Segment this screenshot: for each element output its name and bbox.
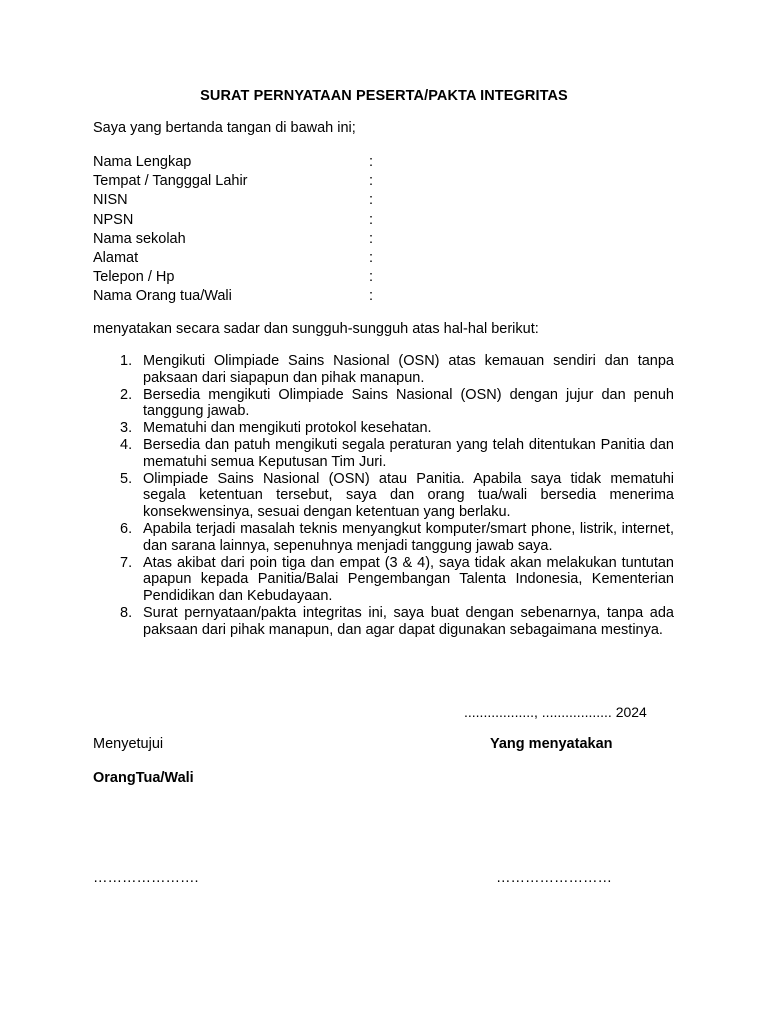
field-label: NPSN [93,211,134,228]
list-item [93,605,674,639]
item-text: Apabila terjadi masalah teknis menyangkut komputer/smart phone, listrik, internet, dan sarana lainnya, sepenuhnya menjadi tanggung jawab saya. [143,520,674,554]
field-label: Nama sekolah [93,230,186,247]
list-item [93,521,674,555]
item-text: Olimpiade Sains Nasional (OSN) atau Panitia. Apabila saya tidak mematuhi segala ketentuan tersebut, saya dan orang tua/wali bersedia menerima konsekwensinya, sesuai dengan ketentuan yang berlaku. [143,470,674,521]
item-text: Atas akibat dari poin tiga dan empat (3 & 4), saya tidak akan melakukan tuntutan apapun kepada Panitia/Balai Pengembangan Talenta Indonesia, Kementerian Pendidikan dan Kebudayaan. [143,554,674,605]
statement-list [93,353,674,639]
list-item [93,437,674,471]
date-line: .................., .................. 2024 [464,704,647,720]
item-number: 4. [120,436,133,453]
statement-text: menyatakan secara sadar dan sungguh-sungguh atas hal-hal berikut: [93,321,539,337]
item-text: Bersedia dan patuh mengikuti segala peraturan yang telah ditentukan Panitia dan mematuhi semua Keputusan Tim Juri. [143,436,674,470]
list-item [93,387,674,421]
item-text: Mengikuti Olimpiade Sains Nasional (OSN) atas kemauan sendiri dan tanpa paksaan dari siapapun dan pihak manapun. [143,353,674,386]
item-number: 1. [120,353,133,369]
field-colon: : [369,173,374,190]
list-item [93,353,674,387]
item-text: Surat pernyataan/pakta integritas ini, saya buat dengan sebenarnya, tanpa ada paksaan dari pihak manapun, dan agar dapat digunakan sebagaimana mestinya. [143,604,674,638]
field-colon: : [369,192,374,209]
field-colon: : [369,230,374,247]
field-row-nisn [93,191,393,210]
guardian-label: OrangTua/Wali [93,770,194,786]
list-item [93,420,674,437]
document-title: SURAT PERNYATAAN PESERTA/PAKTA INTEGRITAS [200,88,568,104]
approval-label: Menyetujui [93,736,164,752]
item-number: 8. [120,604,133,621]
list-item [93,471,674,521]
field-label: NISN [93,192,128,209]
field-label: Telepon / Hp [93,269,175,286]
field-row-address [93,249,393,268]
item-number: 2. [120,386,133,403]
field-colon: : [369,269,374,286]
item-number: 3. [120,420,133,437]
field-colon: : [369,211,374,228]
declarant-label: Yang menyatakan [490,736,613,752]
field-row-npsn [93,211,393,230]
field-colon: : [369,288,374,305]
item-number: 7. [120,554,133,571]
field-row-full-name [93,153,393,172]
field-colon: : [369,249,374,266]
field-row-guardian [93,287,393,306]
field-row-phone [93,268,393,287]
item-text: Bersedia mengikuti Olimpiade Sains Nasional (OSN) dengan jujur dan penuh tanggung jawab. [143,386,674,420]
field-label: Nama Lengkap [93,154,192,170]
item-text: Mematuhi dan mengikuti protokol kesehatan. [143,420,432,437]
field-row-birth [93,172,393,191]
item-number: 5. [120,470,133,487]
field-label: Alamat [93,249,139,266]
field-label: Tempat / Tangggal Lahir [93,173,248,190]
field-colon: : [369,154,374,170]
field-label: Nama Orang tua/Wali [93,288,232,305]
intro-text: Saya yang bertanda tangan di bawah ini; [93,120,356,136]
declarant-signature-line: …………………… [496,870,612,886]
list-item [93,555,674,605]
item-number: 6. [120,520,133,537]
field-row-school [93,230,393,249]
guardian-signature-line: …………………. [93,870,199,886]
identity-fields [93,153,393,307]
